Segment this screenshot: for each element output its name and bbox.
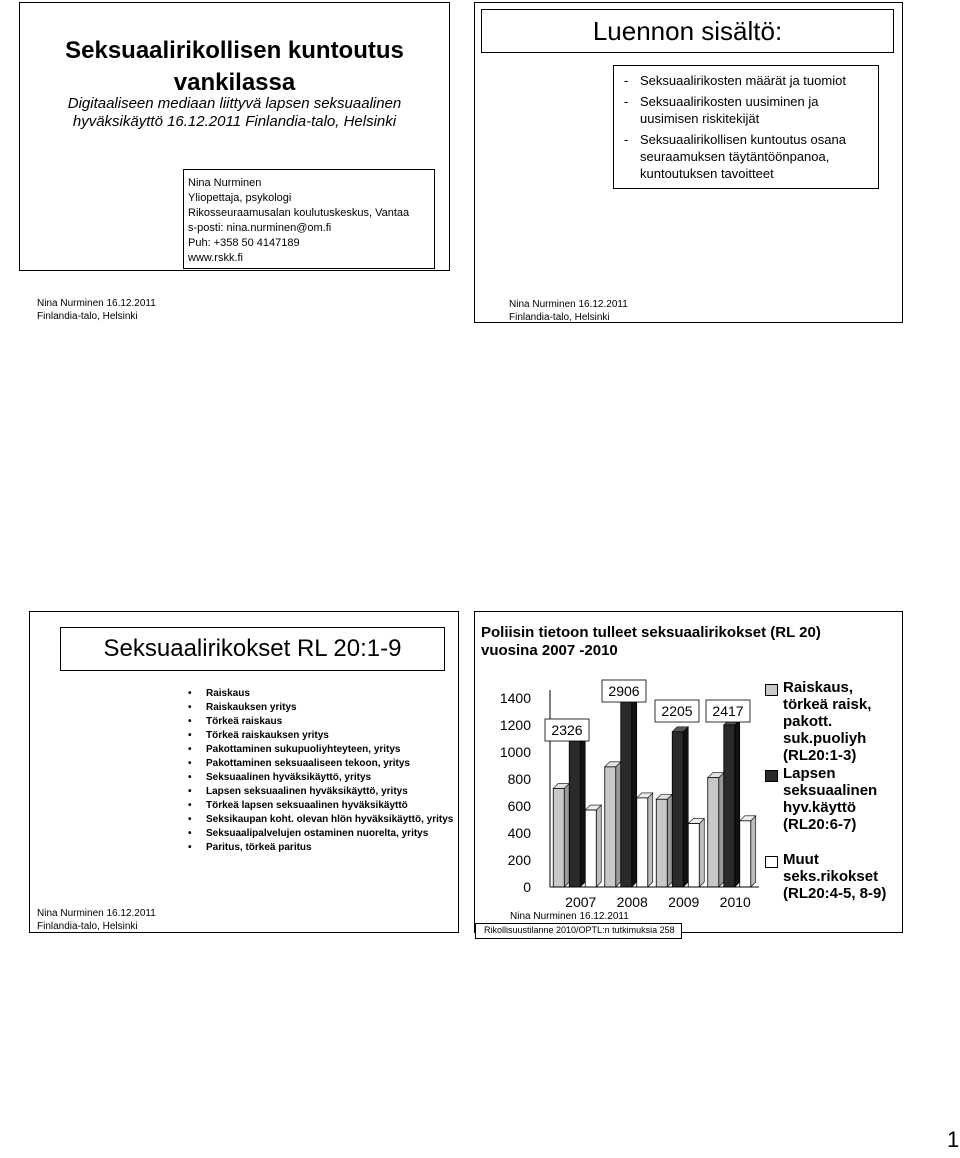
bar: [569, 728, 580, 887]
source-note: Rikollisuustilanne 2010/OPTL:n tutkimuksia 258: [475, 923, 682, 939]
slide-footer: [509, 298, 628, 324]
x-tick-label: 2007: [565, 894, 597, 910]
contents-item: - Seksuaalirikosten uusiminen ja uusimisen riskitekijät: [622, 93, 872, 127]
offence-item: • Lapsen seksuaalinen hyväksikäyttö, yritys: [186, 785, 456, 799]
bar-side: [564, 783, 569, 887]
slide-footer: [37, 297, 156, 323]
footer-line: Nina Nurminen 16.12.2011: [37, 908, 156, 919]
bar: [656, 799, 667, 887]
footer-line: Nina Nurminen 16.12.2011: [510, 911, 629, 922]
y-tick-label: 0: [523, 879, 531, 895]
title-line: Poliisin tietoon tulleet seksuaalirikokset (RL 20): [481, 624, 821, 641]
legend-label: [783, 851, 903, 902]
bar: [553, 788, 564, 887]
slide-title: [19, 2, 450, 271]
author-org: Rikosseuraamusalan koulutuskeskus, Vantaa: [188, 207, 410, 219]
bar-side: [596, 805, 601, 887]
legend-label: [783, 765, 903, 833]
total-label: 2205: [661, 703, 693, 719]
offence-item: • Seksuaalinen hyväksikäyttö, yritys: [186, 771, 456, 785]
total-label: 2417: [712, 703, 744, 719]
x-tick-label: 2009: [668, 894, 700, 910]
legend-label-line: (RL20:4-5, 8-9): [783, 885, 887, 902]
y-tick-label: 1400: [499, 690, 531, 706]
slide-title-subtitle: [20, 95, 449, 131]
offence-item: • Pakottaminen seksuaaliseen tekoon, yritys: [186, 757, 456, 771]
y-tick-label: 200: [507, 852, 531, 868]
subtitle-line: hyväksikäyttö 16.12.2011 Finlandia-talo, Helsinki: [72, 113, 397, 130]
author-role: Yliopettaja, psykologi: [188, 192, 292, 204]
legend-label-line: (RL20:1-3): [783, 747, 857, 764]
bar-side: [683, 727, 688, 887]
y-tick-label: 1000: [499, 744, 531, 760]
slide-title-heading: [20, 35, 449, 99]
bar-side: [616, 762, 621, 887]
legend-swatch: [765, 856, 778, 868]
footer-line: Finlandia-talo, Helsinki: [509, 312, 610, 323]
title-line: Seksuaalirikollisen kuntoutus: [65, 37, 404, 64]
offence-item: • Raiskauksen yritys: [186, 701, 456, 715]
footer-line: Finlandia-talo, Helsinki: [37, 921, 138, 932]
legend-label-line: suk.puoliyh: [783, 730, 867, 747]
slide-offences: [29, 611, 459, 933]
footer-line: Nina Nurminen 16.12.2011: [509, 299, 628, 310]
subtitle-line: Digitaaliseen mediaan liittyvä lapsen seksuaalinen: [67, 95, 402, 112]
author-info-box: [183, 169, 435, 269]
offences-title: Seksuaalirikokset RL 20:1-9: [60, 627, 445, 671]
bar: [724, 725, 735, 887]
slide-footer: [37, 907, 156, 933]
offences-list: [186, 687, 456, 855]
legend-label-line: seksuaalinen: [783, 782, 878, 799]
bar: [637, 798, 648, 887]
offence-item: • Pakottaminen sukupuoliyhteyteen, yritys: [186, 743, 456, 757]
statistics-title: [481, 624, 901, 660]
bar-side: [648, 793, 653, 887]
bar: [740, 821, 751, 887]
y-tick-label: 400: [507, 825, 531, 841]
legend-label-line: hyv.käyttö: [783, 799, 857, 816]
y-tick-label: 1200: [499, 717, 531, 733]
bar: [688, 824, 699, 887]
title-line: vuosina 2007 -2010: [481, 642, 618, 659]
offence-item: • Törkeä lapsen seksuaalinen hyväksikäyttö: [186, 799, 456, 813]
legend-label-line: seks.rikokset: [783, 868, 879, 885]
offence-item: • Raiskaus: [186, 687, 456, 701]
author-website: www.rskk.fi: [188, 252, 243, 264]
footer-line: Nina Nurminen 16.12.2011: [37, 298, 156, 309]
bar-side: [580, 723, 585, 887]
page-number: 1: [947, 1127, 960, 1152]
x-tick-label: 2008: [616, 894, 648, 910]
contents-list: [613, 65, 879, 189]
offence-item: • Törkeä raiskaus: [186, 715, 456, 729]
offence-item: • Paritus, törkeä paritus: [186, 841, 456, 855]
bar-side: [699, 819, 704, 887]
contents-item: - Seksuaalirikosten määrät ja tuomiot: [622, 72, 872, 89]
contents-title: Luennon sisältö:: [481, 9, 894, 53]
legend-label-line: (RL20:6-7): [783, 816, 857, 833]
slide-footer: [510, 910, 629, 923]
slide-statistics: [474, 611, 903, 933]
legend-label: [783, 679, 903, 764]
legend-label-line: törkeä raisk,: [783, 696, 872, 713]
bar-side: [735, 720, 740, 887]
bar: [708, 778, 719, 887]
legend-swatch: [765, 770, 778, 782]
legend-swatch: [765, 684, 778, 696]
bar: [585, 810, 596, 887]
y-tick-label: 600: [507, 798, 531, 814]
x-tick-label: 2010: [719, 894, 751, 910]
legend-label-line: pakott.: [783, 713, 833, 730]
contents-item: - Seksuaalirikollisen kuntoutus osana seuraamuksen täytäntöönpanoa, kuntoutuksen tavoitteet: [622, 131, 872, 182]
slide-contents: [474, 2, 903, 323]
legend-label-line: Lapsen: [783, 765, 836, 782]
footer-line: Finlandia-talo, Helsinki: [37, 311, 138, 322]
bar: [621, 687, 632, 887]
offence-item: • Seksikaupan koht. olevan hlön hyväksikäyttö, yritys: [186, 813, 456, 827]
author-email: s-posti: nina.nurminen@om.fi: [188, 222, 332, 234]
y-tick-label: 800: [507, 771, 531, 787]
bar: [605, 767, 616, 887]
bar-side: [632, 682, 637, 887]
author-name: Nina Nurminen: [188, 177, 262, 189]
author-phone: Puh: +358 50 4147189: [188, 237, 300, 249]
legend-label-line: Raiskaus,: [783, 679, 854, 696]
offence-item: • Törkeä raiskauksen yritys: [186, 729, 456, 743]
offence-item: • Seksuaalipalvelujen ostaminen nuorelta, yritys: [186, 827, 456, 841]
legend-label-line: Muut: [783, 851, 819, 868]
title-line: vankilassa: [173, 69, 296, 96]
bar-side: [751, 816, 756, 887]
bar: [672, 732, 683, 887]
total-label: 2906: [608, 683, 640, 699]
bar-side: [667, 794, 672, 887]
bar-side: [719, 773, 724, 887]
total-label: 2326: [551, 722, 583, 738]
